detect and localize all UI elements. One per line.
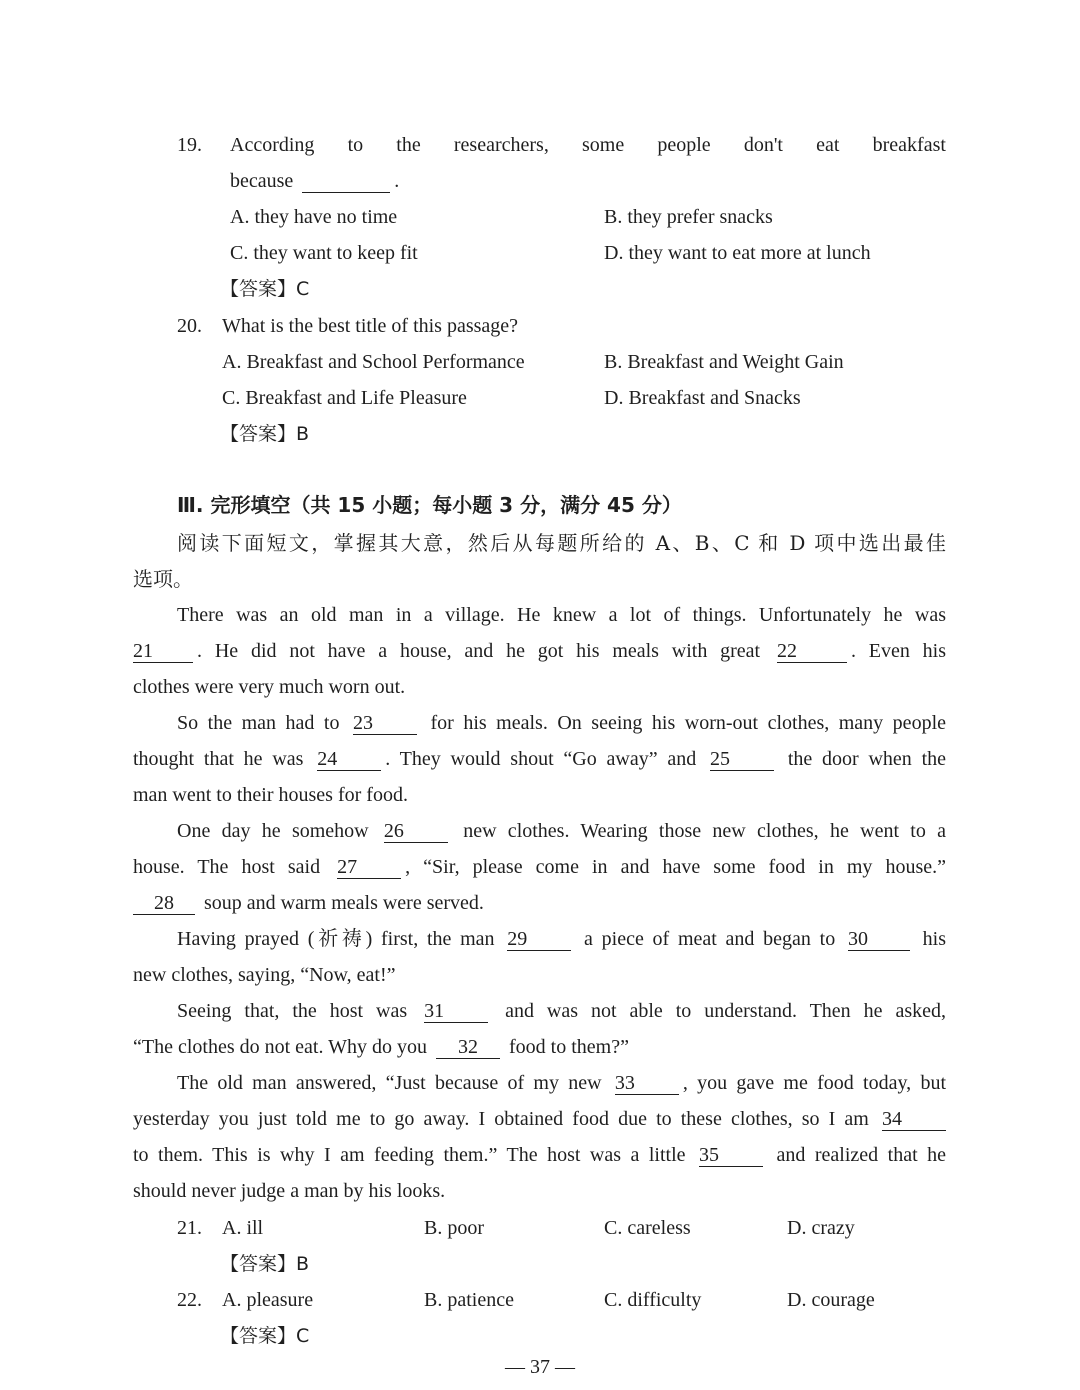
word: the bbox=[396, 134, 421, 156]
passage-p3-line1 bbox=[177, 816, 946, 846]
section-instruction-line1: 阅读下面短文，掌握其大意，然后从每题所给的 A、B、C 和 D 项中选出最佳 bbox=[177, 531, 946, 555]
q21-option-d: D. crazy bbox=[787, 1217, 855, 1239]
blank-32: 32 bbox=[436, 1036, 500, 1059]
text-segment: soup and warm meals were served. bbox=[204, 892, 484, 914]
word: According bbox=[230, 134, 315, 156]
q20-stem: What is the best title of this passage? bbox=[222, 315, 519, 337]
q21-option-a: A. ill bbox=[222, 1217, 264, 1239]
q22-option-c: C. difficulty bbox=[604, 1289, 702, 1311]
blank-33: 33 bbox=[615, 1072, 679, 1095]
q22-option-d: D. courage bbox=[787, 1289, 875, 1311]
passage-p3-line3 bbox=[133, 888, 946, 918]
q19-stem-line1 bbox=[230, 130, 946, 160]
blank-30: 30 bbox=[848, 928, 910, 951]
text-segment: his bbox=[922, 928, 947, 950]
q21-option-b: B. poor bbox=[424, 1217, 484, 1239]
text-segment: the door when the bbox=[787, 748, 947, 770]
text-segment: house. The host said bbox=[133, 856, 321, 878]
text-segment: “The clothes do not eat. Why do you bbox=[133, 1036, 428, 1058]
text-segment: to them. This is why I am feeding them.” The host was a little bbox=[133, 1144, 686, 1166]
q21-number: 21. bbox=[177, 1217, 202, 1239]
q19-number: 19. bbox=[177, 134, 202, 156]
text-segment: new clothes. Wearing those new clothes, he went to a bbox=[463, 820, 947, 842]
text-segment: for his meals. On seeing his worn-out clothes, many people bbox=[430, 712, 946, 734]
q20-option-c: C. Breakfast and Life Pleasure bbox=[222, 387, 467, 409]
q20-number: 20. bbox=[177, 315, 202, 337]
word: researchers, bbox=[453, 134, 549, 156]
blank-21: 21 bbox=[133, 640, 193, 663]
text-segment: Seeing that, the host was bbox=[177, 1000, 408, 1022]
q22-number: 22. bbox=[177, 1289, 202, 1311]
blank-22: 22 bbox=[777, 640, 847, 663]
q19-blank bbox=[302, 170, 390, 193]
q22-answer: 【答案】C bbox=[220, 1325, 310, 1347]
passage-p5-line1 bbox=[177, 996, 946, 1026]
text-segment: thought that he was bbox=[133, 748, 304, 770]
blank-28: 28 bbox=[133, 892, 195, 915]
blank-35: 35 bbox=[699, 1144, 763, 1167]
word: eat bbox=[816, 134, 840, 156]
q22-option-a: A. pleasure bbox=[222, 1289, 314, 1311]
passage-p1-line3: clothes were very much worn out. bbox=[133, 676, 406, 698]
blank-26: 26 bbox=[384, 820, 448, 843]
q20-option-b: B. Breakfast and Weight Gain bbox=[604, 351, 844, 373]
q22-option-b: B. patience bbox=[424, 1289, 514, 1311]
section-title: Ⅲ. 完形填空（共 15 小题；每小题 3 分，满分 45 分） bbox=[177, 493, 682, 517]
passage-p2-line3: man went to their houses for food. bbox=[133, 784, 408, 806]
q20-option-d: D. Breakfast and Snacks bbox=[604, 387, 801, 409]
section-instruction-line2: 选项。 bbox=[133, 567, 193, 591]
text-segment: So the man had to bbox=[177, 712, 340, 734]
q20-answer: 【答案】B bbox=[220, 423, 310, 445]
word: people bbox=[657, 134, 711, 156]
passage-p1-line2 bbox=[133, 636, 946, 666]
passage-p2-line1 bbox=[177, 708, 946, 738]
passage-p1-line1: There was an old man in a village. He knew a lot of things. Unfortunately he was bbox=[177, 604, 946, 626]
passage-p4-line2: new clothes, saying, “Now, eat!” bbox=[133, 964, 396, 986]
blank-23: 23 bbox=[353, 712, 417, 735]
q21-answer: 【答案】B bbox=[220, 1253, 310, 1275]
text-segment: . They would shout “Go away” and bbox=[385, 748, 697, 770]
q19-because: because bbox=[230, 170, 294, 192]
text-segment: , you gave me food today, but bbox=[682, 1072, 947, 1094]
blank-34: 34 bbox=[882, 1108, 946, 1131]
page-number: — 37 — bbox=[505, 1356, 575, 1378]
text-segment: and realized that he bbox=[776, 1144, 947, 1166]
text-segment: One day he somehow bbox=[177, 820, 369, 842]
blank-27: 27 bbox=[337, 856, 401, 879]
q21-option-c: C. careless bbox=[604, 1217, 691, 1239]
text-segment: The old man answered, “Just because of my new bbox=[177, 1072, 602, 1094]
passage-p6-line3 bbox=[133, 1140, 946, 1170]
text-segment: Having prayed (祈祷) first, the man bbox=[177, 928, 495, 950]
text-segment: . Even his bbox=[850, 640, 946, 662]
passage-p4-line1 bbox=[177, 924, 946, 954]
q19-period: . bbox=[394, 170, 400, 192]
q19-option-a: A. they have no time bbox=[230, 206, 398, 228]
word: to bbox=[347, 134, 364, 156]
text-segment: . He did not have a house, and he got his meals with great bbox=[197, 640, 761, 662]
word: some bbox=[581, 134, 625, 156]
passage-p6-line1 bbox=[177, 1068, 946, 1098]
passage-p6-line4: should never judge a man by his looks. bbox=[133, 1180, 446, 1202]
text-segment: yesterday you just told me to go away. I obtained food due to these clothes, so I am bbox=[133, 1108, 869, 1130]
passage-p5-line2 bbox=[133, 1032, 946, 1062]
blank-31: 31 bbox=[424, 1000, 488, 1023]
q19-answer: 【答案】C bbox=[220, 278, 310, 300]
blank-29: 29 bbox=[507, 928, 571, 951]
passage-p3-line2 bbox=[133, 852, 946, 882]
blank-25: 25 bbox=[710, 748, 774, 771]
q19-option-d: D. they want to eat more at lunch bbox=[604, 242, 871, 264]
passage-p2-line2 bbox=[133, 744, 946, 774]
q19-option-c: C. they want to keep fit bbox=[230, 242, 418, 264]
text-segment: food to them?” bbox=[509, 1036, 629, 1058]
word: don't bbox=[743, 134, 783, 156]
word: breakfast bbox=[872, 134, 946, 156]
text-segment: and was not able to understand. Then he asked, bbox=[505, 1000, 947, 1022]
text-segment: , “Sir, please come in and have some food in my house.” bbox=[405, 856, 946, 878]
passage-p6-line2 bbox=[133, 1104, 946, 1134]
q19-stem-line2 bbox=[230, 166, 399, 196]
blank-24: 24 bbox=[317, 748, 381, 771]
text-segment: a piece of meat and began to bbox=[584, 928, 836, 950]
q20-option-a: A. Breakfast and School Performance bbox=[222, 351, 525, 373]
q19-option-b: B. they prefer snacks bbox=[604, 206, 773, 228]
